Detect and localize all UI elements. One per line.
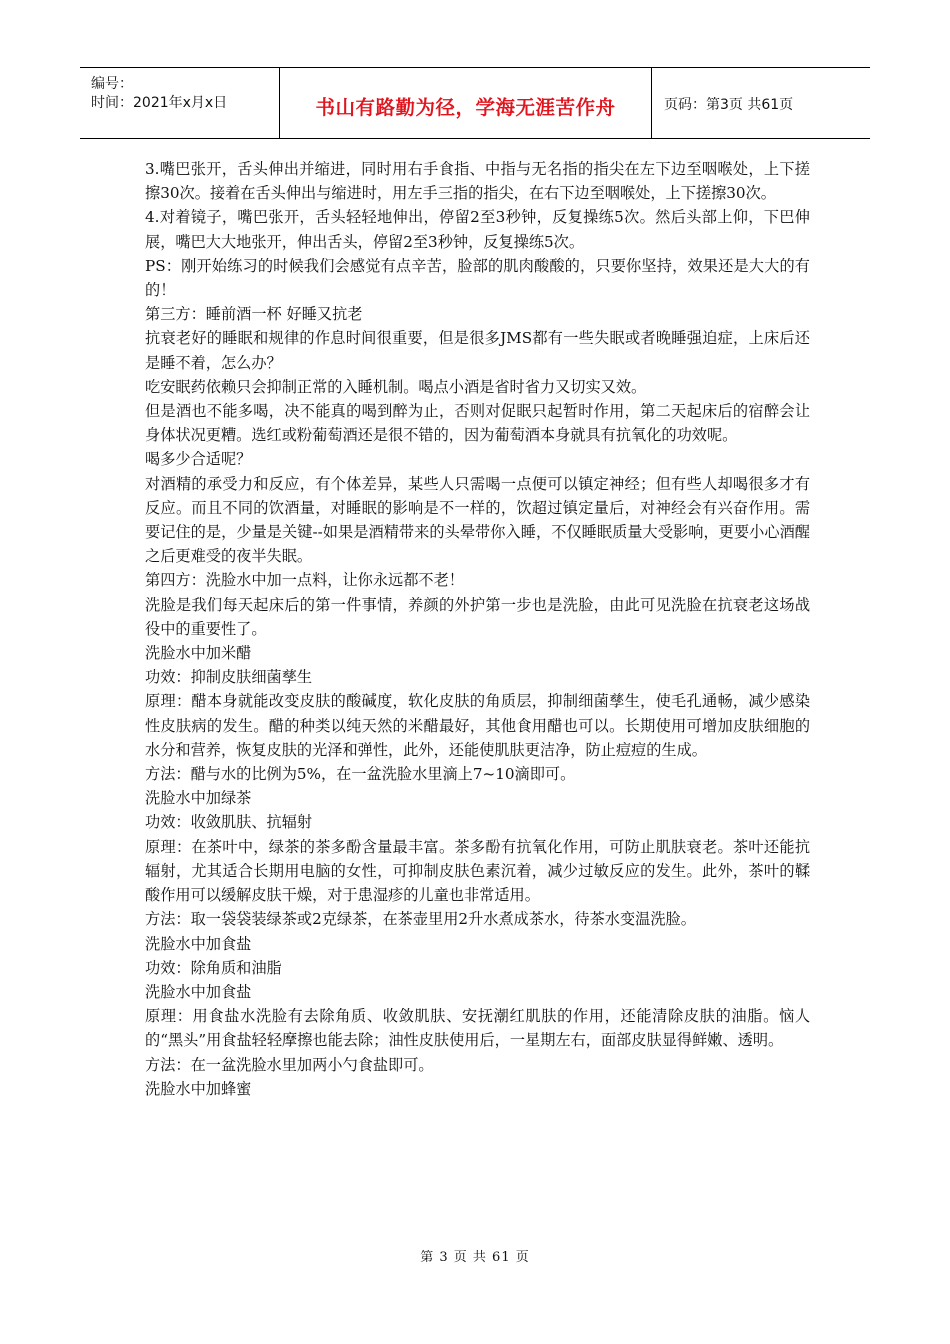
paragraph: 功效：除角质和油脂 xyxy=(145,958,282,977)
paragraph: 洗脸是我们每天起床后的第一件事情，养颜的外护第一步也是洗脸，由此可见洗脸在抗衰老这场战役中的重要性了。 xyxy=(145,595,810,638)
subheading: 洗脸水中加米醋 xyxy=(145,644,252,663)
paragraph: 吃安眠药依赖只会抑制正常的入睡机制。喝点小酒是省时省力又切实又效。 xyxy=(145,377,647,396)
paragraph: 3.嘴巴张开，舌头伸出并缩进，同时用右手食指、中指与无名指的指尖在左下边至咽喉处，上下搓擦30次。接着在舌头伸出与缩进时，用左手三指的指尖，在右下边至咽喉处，上下搓擦30次。 xyxy=(145,160,810,203)
paragraph: 原理：醋本身就能改变皮肤的酸碱度，软化皮肤的角质层，抑制细菌孳生，使毛孔通畅，减少感染性皮肤病的发生。醋的种类以纯天然的米醋最好，其他食用醋也可以。长期使用可增加皮肤细胞的水分和营养，恢复皮肤的光泽和弹性，此外，还能使肌肤更洁净，防止痘痘的生成。 xyxy=(145,692,810,759)
subheading: 洗脸水中加绿茶 xyxy=(145,789,252,808)
paragraph: 抗衰老好的睡眠和规律的作息时间很重要，但是很多JMS都有一些失眠或者晚睡强迫症，上床后还是睡不着，怎么办？ xyxy=(145,329,810,372)
paragraph: 但是酒也不能多喝，决不能真的喝到醉为止，否则对促眠只起暂时作用，第二天起床后的宿醉会让身体状况更糟。选红或粉葡萄酒还是很不错的，因为葡萄酒本身就具有抗氧化的功效呢。 xyxy=(145,402,810,445)
paragraph: 方法：在一盆洗脸水里加两小勺食盐即可。 xyxy=(145,1055,434,1074)
header-motto-cell xyxy=(280,68,652,138)
page-footer: 第 3 页 共 61 页 xyxy=(420,1250,530,1265)
paragraph: 对酒精的承受力和反应，有个体差异，某些人只需喝一点便可以镇定神经；但有些人却喝很多才有反应。而且不同的饮酒量，对睡眠的影响是不一样的，饮超过镇定量后，对神经会有兴奋作用。需要记住的是，少量是关键--如果是酒精带来的头晕带你入睡，不仅睡眠质量大受影响，更要小心酒醒之后更难受的夜半失眠。 xyxy=(145,474,810,566)
subheading: 洗脸水中加食盐 xyxy=(145,982,252,1001)
header-page-number: 页码：第3页 共61页 xyxy=(664,97,794,113)
paragraph: 原理：用食盐水洗脸有去除角质、收敛肌肤、安抚潮红肌肤的作用，还能清除皮肤的油脂。恼人的“黑头”用食盐轻轻摩擦也能去除；油性皮肤使用后，一星期左右，面部皮肤显得鲜嫩、透明。 xyxy=(145,1007,810,1050)
paragraph: PS：刚开始练习的时候我们会感觉有点辛苦，脸部的肌肉酸酸的，只要你坚持，效果还是大大的有的！ xyxy=(145,256,810,300)
header-motto: 书山有路勤为径，学海无涯苦作舟 xyxy=(315,96,616,119)
section-heading: 第四方：洗脸水中加一点料，让你永远都不老！ xyxy=(145,571,464,590)
subheading: 洗脸水中加食盐 xyxy=(145,934,252,953)
header-meta-cell xyxy=(80,68,280,138)
section-heading: 第三方：睡前酒一杯 好睡又抗老 xyxy=(145,305,363,324)
paragraph: 原理：在茶叶中，绿茶的茶多酚含量最丰富。茶多酚有抗氧化作用，可防止肌肤衰老。茶叶还能抗辐射，尤其适合长期用电脑的女性，可抑制皮肤色素沉着，减少过敏反应的发生。此外，茶叶的鞣酸作用可以缓解皮肤干燥，对于患湿疹的儿童也非常适用。 xyxy=(145,837,810,905)
subheading: 洗脸水中加蜂蜜 xyxy=(145,1079,252,1098)
paragraph: 喝多少合适呢？ xyxy=(145,450,252,469)
document-number-label: 编号： xyxy=(91,76,133,92)
paragraph: 功效：抑制皮肤细菌孳生 xyxy=(145,668,313,687)
paragraph: 功效：收敛肌肤、抗辐射 xyxy=(145,813,313,832)
document-body xyxy=(145,157,810,1101)
document-date-label: 时间：2021年x月x日 xyxy=(91,95,228,111)
paragraph: 4.对着镜子，嘴巴张开，舌头轻轻地伸出，停留2至3秒钟，反复操练5次。然后头部上仰，下巴伸展，嘴巴大大地张开，伸出舌头，停留2至3秒钟，反复操练5次。 xyxy=(145,208,810,251)
page-header xyxy=(80,67,870,139)
paragraph: 方法：醋与水的比例为5%，在一盆洗脸水里滴上7~10滴即可。 xyxy=(145,765,576,784)
paragraph: 方法：取一袋袋装绿茶或2克绿茶，在茶壶里用2升水煮成茶水，待茶水变温洗脸。 xyxy=(145,910,696,929)
header-page-cell xyxy=(652,68,870,138)
